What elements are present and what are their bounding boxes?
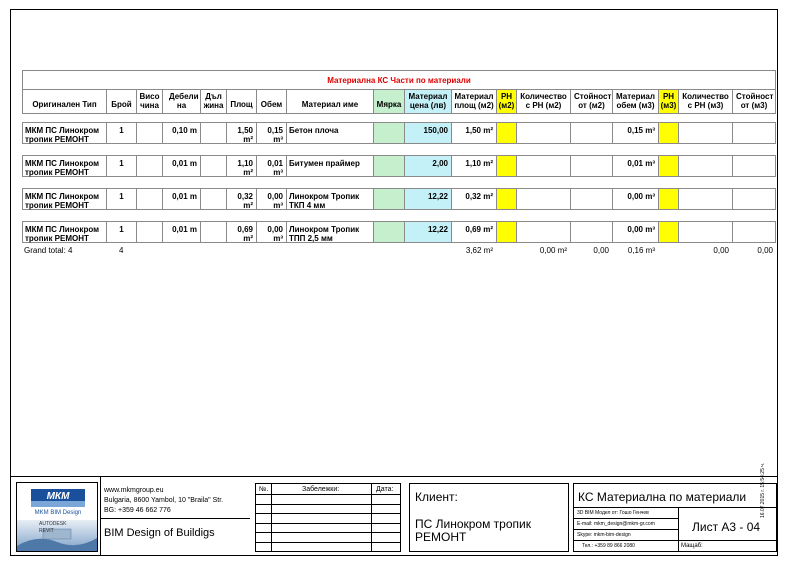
cell-volume: 0,00 m³: [257, 189, 287, 209]
scale-label: Мащаб:: [681, 543, 703, 549]
company-info: [104, 486, 249, 516]
info-line-1: [574, 518, 678, 519]
cell-type: МКМ ПС Линокром тропик РЕМОНТ: [23, 222, 107, 242]
cell-empty: [374, 222, 405, 242]
cell-count: 1: [107, 189, 137, 209]
cell-empty: [517, 222, 571, 242]
mkm-logo-subtitle: MKM BIM Design: [34, 510, 82, 516]
cell-empty: [659, 156, 679, 176]
cell-empty: [517, 156, 571, 176]
header-qty-ph-m2: Количество с PH (м2): [517, 90, 571, 113]
header-qty-ph-m3: Количество с PH (м3): [679, 90, 733, 113]
header-ph-m2: PH (м2): [497, 90, 517, 113]
cell-empty: [679, 123, 733, 143]
cell-empty: [374, 156, 405, 176]
cell-empty: [201, 156, 227, 176]
cell-empty: [733, 123, 775, 143]
cell-mat-volume: 0,15 m³: [613, 123, 659, 143]
grand-total-cost-m3: 0,00: [757, 246, 773, 255]
cell-empty: [137, 189, 163, 209]
cell-thickness: 0,01 m: [163, 222, 201, 242]
cell-empty: [497, 222, 517, 242]
cell-price: 2,00: [405, 156, 452, 176]
telephone: Тел.: +359 89 866 2080: [582, 543, 635, 549]
grand-total-qty-m3: 0,00: [713, 246, 729, 255]
client-block: [409, 483, 569, 552]
cell-empty: [201, 189, 227, 209]
notes-row-line: [256, 523, 400, 524]
header-thickness: Дебели на: [163, 90, 201, 113]
grand-total-count: 4: [119, 246, 124, 255]
schedule-header-row: [22, 89, 776, 114]
cell-empty: [517, 123, 571, 143]
cell-empty: [137, 222, 163, 242]
cell-empty: [679, 156, 733, 176]
cell-empty: [571, 156, 613, 176]
cell-mat-area: 1,10 m²: [452, 156, 497, 176]
sheet-number: Лист А3 - 04: [692, 520, 761, 534]
header-area: Площ: [227, 90, 257, 113]
cell-empty: [497, 189, 517, 209]
cell-area: 1,50 m²: [227, 123, 257, 143]
cell-material: Бетон плоча: [287, 123, 374, 143]
cell-thickness: 0,10 m: [163, 123, 201, 143]
cell-volume: 0,15 m³: [257, 123, 287, 143]
cell-empty: [137, 156, 163, 176]
cell-empty: [201, 123, 227, 143]
cell-price: 12,22: [405, 222, 452, 242]
grand-total-label: Grand total: 4: [24, 246, 73, 255]
cell-empty: [201, 222, 227, 242]
cell-mat-area: 0,69 m²: [452, 222, 497, 242]
client-label: Клиент:: [415, 490, 458, 504]
notes-table: [255, 483, 401, 552]
table-row: [22, 221, 776, 243]
header-material-price: Материал цена (лв): [405, 90, 452, 113]
cell-empty: [659, 123, 679, 143]
side-timestamp: 16.07.2015 г. 15:54:25 ч.: [760, 462, 766, 518]
cell-volume: 0,00 m³: [257, 222, 287, 242]
schedule-title-row: [22, 70, 776, 90]
header-height: Висо чина: [137, 90, 163, 113]
cell-material: Битумен праймер: [287, 156, 374, 176]
logo-panel: [16, 482, 98, 552]
notes-label: Забележки:: [302, 486, 340, 493]
cell-empty: [571, 123, 613, 143]
cell-empty: [571, 189, 613, 209]
cell-mat-area: 1,50 m²: [452, 123, 497, 143]
client-name: ПС Линокром тропик РЕМОНТ: [415, 517, 531, 544]
sheet-title-line: [574, 507, 776, 508]
table-row: [22, 122, 776, 144]
header-volume: Обем: [257, 90, 287, 113]
cell-type: МКМ ПС Линокром тропик РЕМОНТ: [23, 156, 107, 176]
cell-count: 1: [107, 222, 137, 242]
table-row: [22, 155, 776, 177]
grand-total-qty-m2: 0,00 m²: [539, 246, 567, 255]
mkm-logo: [31, 489, 85, 507]
cell-empty: [517, 189, 571, 209]
mkm-logo-text: МКМ: [46, 491, 70, 502]
cell-thickness: 0,01 m: [163, 189, 201, 209]
cell-count: 1: [107, 123, 137, 143]
notes-row-line: [256, 542, 400, 543]
grand-total-row: [22, 246, 776, 258]
company-phone: BG: +359 46 662 776: [104, 507, 171, 514]
revit-text: AUTODESK REVIT: [39, 521, 67, 534]
cell-price: 150,00: [405, 123, 452, 143]
cell-mat-area: 0,32 m²: [452, 189, 497, 209]
notes-date-label: Дата:: [376, 486, 394, 493]
cell-empty: [733, 156, 775, 176]
cell-material: Линокром Тропик ТКП 4 мм: [287, 189, 374, 209]
cell-empty: [497, 123, 517, 143]
notes-row-line: [256, 513, 400, 514]
grand-total-mat-area: 3,62 m²: [465, 246, 493, 255]
cell-area: 0,69 m²: [227, 222, 257, 242]
grand-total-cost-m2: 0,00: [593, 246, 609, 255]
cell-price: 12,22: [405, 189, 452, 209]
revit-banner: [17, 520, 97, 551]
tb-divider-1: [100, 477, 101, 556]
title-block-top-line: [10, 476, 778, 477]
cell-type: МКМ ПС Линокром тропик РЕМОНТ: [23, 189, 107, 209]
sheet-info-block: [573, 483, 777, 552]
cell-mat-volume: 0,00 m³: [613, 189, 659, 209]
cell-area: 1,10 m²: [227, 156, 257, 176]
header-material-volume: Материал обем (м3): [613, 90, 659, 113]
table-row: [22, 188, 776, 210]
cell-empty: [374, 123, 405, 143]
header-count: Брой: [107, 90, 137, 113]
schedule-title: Материална КС Части по материали: [327, 76, 471, 85]
cell-count: 1: [107, 156, 137, 176]
skype: Skype: mkm-bim-design: [577, 532, 631, 538]
cell-empty: [679, 222, 733, 242]
model-by: 3D BIM Модел от: Гошо Генчев: [577, 510, 649, 516]
notes-row-line: [256, 532, 400, 533]
company-website: www.mkmgroup.eu: [104, 487, 164, 494]
info-col: [678, 507, 679, 552]
header-length: Дъл жина: [201, 90, 227, 113]
cell-empty: [659, 222, 679, 242]
company-slogan: BIM Design of Buildigs: [104, 527, 215, 539]
info-line-3: [574, 540, 776, 541]
cell-type: МКМ ПС Линокром тропик РЕМОНТ: [23, 123, 107, 143]
cell-empty: [571, 222, 613, 242]
notes-row-line: [256, 494, 400, 495]
cell-empty: [679, 189, 733, 209]
header-ph-m3: PH (м3): [659, 90, 679, 113]
company-address: Bulgaria, 8600 Yambol, 10 "Braila" Str.: [104, 497, 224, 504]
header-original-type: Оригинален Тип: [23, 90, 107, 113]
sheet-title: КС Материална по материали: [578, 490, 747, 504]
header-material-area: Материал площ (м2): [452, 90, 497, 113]
notes-row-line: [256, 504, 400, 505]
header-material-name: Материал име: [287, 90, 374, 113]
header-cost-m3: Стойност от (м3): [736, 92, 774, 110]
cell-mat-volume: 0,00 m³: [613, 222, 659, 242]
cell-thickness: 0,01 m: [163, 156, 201, 176]
email: E-mail: mkm_design@mkm-gr.com: [577, 521, 655, 527]
cell-empty: [137, 123, 163, 143]
header-cost-m2: Стойност от (м2): [571, 90, 613, 113]
cell-material: Линокром Тропик ТПП 2,5 мм: [287, 222, 374, 242]
cell-mat-volume: 0,01 m³: [613, 156, 659, 176]
cell-area: 0,32 m²: [227, 189, 257, 209]
cell-empty: [659, 189, 679, 209]
notes-no-label: №.: [259, 486, 269, 493]
info-line-2: [574, 529, 678, 530]
tb-company-line: [100, 518, 250, 519]
cell-empty: [733, 222, 775, 242]
grand-total-mat-volume: 0,16 m³: [627, 246, 655, 255]
cell-empty: [374, 189, 405, 209]
cell-volume: 0,01 m³: [257, 156, 287, 176]
cell-empty: [733, 189, 775, 209]
header-unit: Мярка: [374, 90, 405, 113]
cell-empty: [497, 156, 517, 176]
